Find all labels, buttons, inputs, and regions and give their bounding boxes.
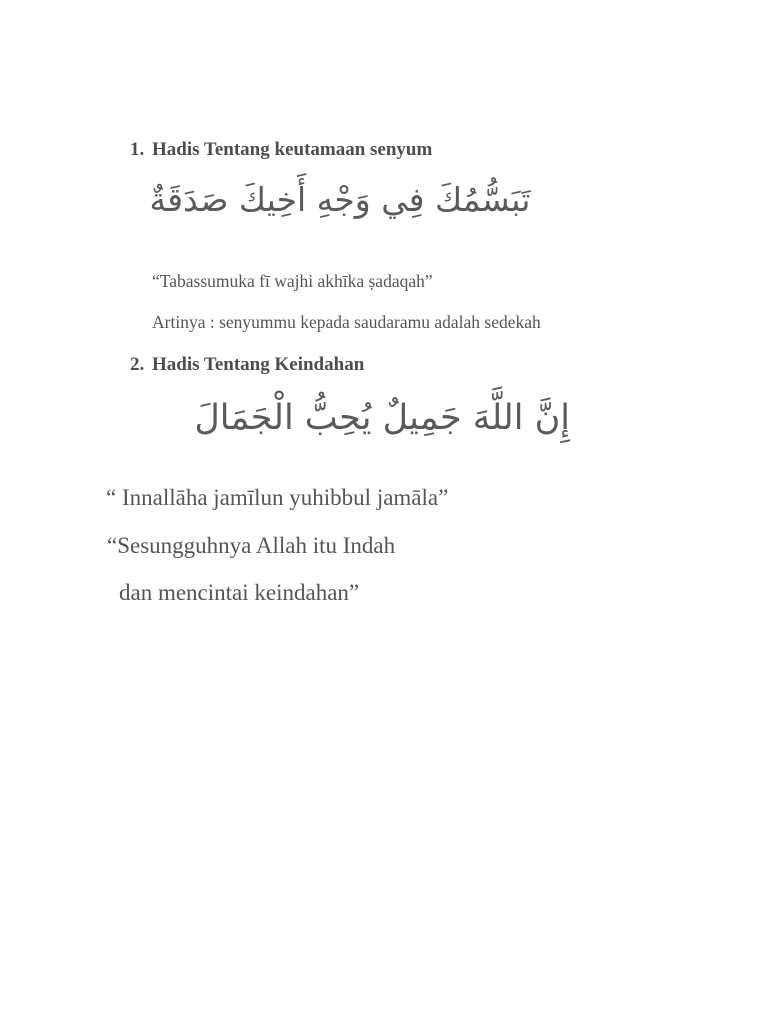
section-2-meaning-line-2: dan mencintai keindahan”: [119, 580, 360, 605]
section-1-number: 1.: [130, 139, 145, 160]
section-1-arabic-text: تَبَسُّمُكَ فِي وَجْهِ أَخِيكَ صَدَقَةٌ: [149, 180, 531, 219]
section-2-meaning-line-1: “Sesungguhnya Allah itu Indah: [107, 533, 396, 558]
section-1-transliteration: “Tabassumuka fī wajhi akhīka ṣadaqah”: [152, 271, 433, 291]
section-1-title: Hadis Tentang keutamaan senyum: [152, 139, 433, 160]
section-1-meaning: Artinya : senyummu kepada saudaramu adalah sedekah: [152, 312, 541, 332]
section-2-arabic-text: إِنَّ اللَّهَ جَمِيلٌ يُحِبُّ الْجَمَالَ: [194, 398, 570, 438]
section-2-title: Hadis Tentang Keindahan: [152, 354, 365, 375]
section-2-heading: [130, 354, 364, 376]
section-2-transliteration: “ Innallāha jamīlun yuhibbul jamāla”: [106, 485, 449, 510]
section-1-heading: [130, 139, 432, 161]
section-2-number: 2.: [130, 354, 145, 375]
